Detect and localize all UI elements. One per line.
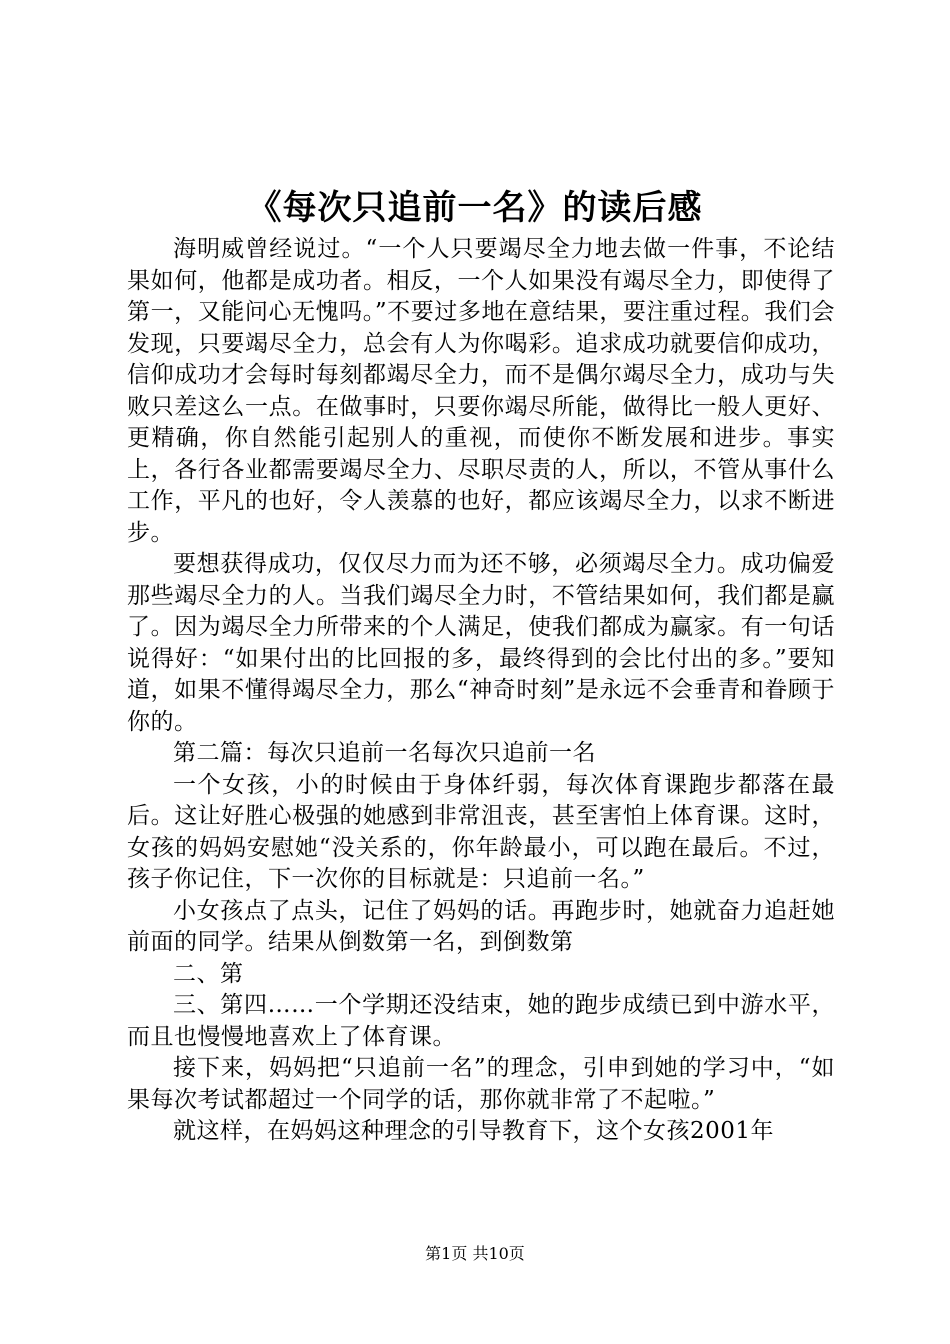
paragraph-3: 一个女孩，小的时候由于身体纤弱，每次体育课跑步都落在最后。这让好胜心极强的她感到非常沮丧，甚至害怕上体育课。这时，女孩的妈妈安慰她“没关系的，你年龄最小，可以跑在最后。不过，孩子你记住，下一次你的目标就是：只追前一名。” xyxy=(127,771,835,892)
section-heading: 第二篇：每次只追前一名每次只追前一名 xyxy=(173,740,596,766)
paragraph-6: 三、第四……一个学期还没结束，她的跑步成绩已到中游水平，而且也慢慢地喜欢上了体育课。 xyxy=(127,992,835,1050)
paragraph-2: 要想获得成功，仅仅尽力而为还不够，必须竭尽全力。成功偏爱那些竭尽全力的人。当我们竭尽全力时，不管结果如何，我们都是赢了。因为竭尽全力所带来的个人满足，使我们都成为赢家。有一句话说得好：“如果付出的比回报的多，最终得到的会比付出的多。”要知道，如果不懂得竭尽全力，那么“神奇时刻”是永远不会垂青和眷顾于你的。 xyxy=(127,551,835,735)
page-footer: 第1页 共10页 xyxy=(425,1244,525,1263)
paragraph-8: 就这样，在妈妈这种理念的引导教育下，这个女孩2001年 xyxy=(173,1118,775,1144)
document-body xyxy=(127,234,835,1148)
paragraph-4: 小女孩点了点头，记住了妈妈的话。再跑步时，她就奋力追赶她前面的同学。结果从倒数第一名，到倒数第 xyxy=(127,897,835,955)
paragraph-1: 海明威曾经说过。“一个人只要竭尽全力地去做一件事，不论结果如何，他都是成功者。相反，一个人如果没有竭尽全力，即使得了第一，又能问心无愧吗。”不要过多地在意结果，要注重过程。我们会发现，只要竭尽全力，总会有人为你喝彩。追求成功就要信仰成功，信仰成功才会每时每刻都竭尽全力，而不是偶尔竭尽全力，成功与失败只差这么一点。在做事时，只要你竭尽所能，做得比一般人更好、更精确，你自然能引起别人的重视，而使你不断发展和进步。事实上，各行各业都需要竭尽全力、尽职尽责的人，所以，不管从事什么工作，平凡的也好，令人羡慕的也好，都应该竭尽全力，以求不断进步。 xyxy=(127,236,835,546)
paragraph-5: 二、第 xyxy=(173,960,244,987)
paragraph-7: 接下来，妈妈把“只追前一名”的理念，引申到她的学习中，“如果每次考试都超过一个同学的话，那你就非常了不起啦。” xyxy=(127,1055,835,1113)
document-title: 《每次只追前一名》的读后感 xyxy=(247,188,703,228)
